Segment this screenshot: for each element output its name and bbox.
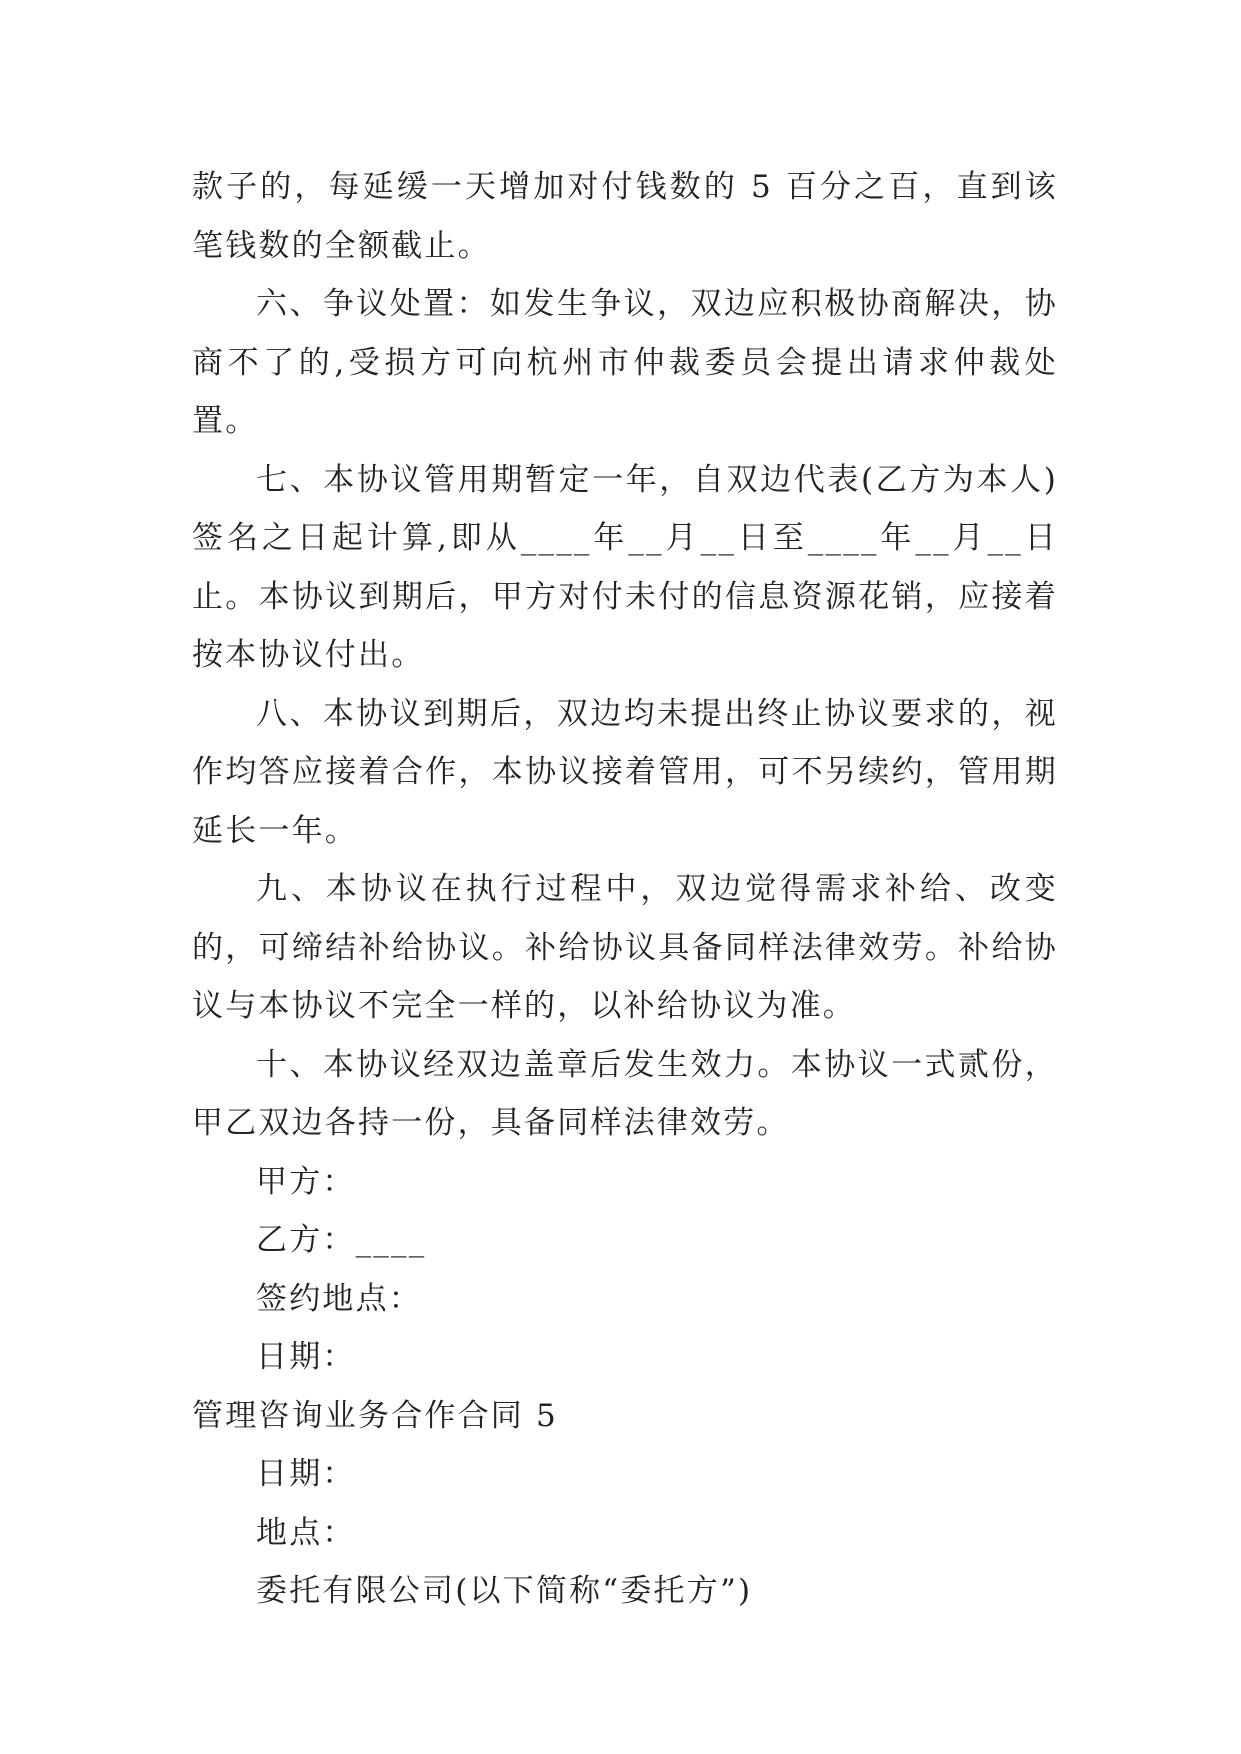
contract-title: 管理咨询业务合作合同 5 xyxy=(192,1397,558,1434)
clause-8-renewal: 八、本协议到期后，双边均未提出终止协议要求的，视作均答应接着合作，本协议接着管用，可不另续约，管用期延长一年。 xyxy=(192,695,1058,849)
clause-9-supplement: 九、本协议在执行过程中，双边觉得需求补给、改变的，可缔结补给协议。补给协议具备同样法律效劳。补给协议与本协议不完全一样的，以补给协议为准。 xyxy=(192,871,1058,1024)
party-b-label: 乙方：____ xyxy=(256,1222,427,1258)
clause-5-continuation: 款子的，每延缓一天增加对付钱数的 5 百分之百，直到该笔钱数的全额截止。 xyxy=(192,169,1058,264)
party-a-label: 甲方： xyxy=(256,1163,356,1200)
clause-6-dispute: 六、争议处置：如发生争议，双边应积极协商解决，协商不了的,受损方可向杭州市仲裁委员会提出请求仲裁处置。 xyxy=(192,286,1058,439)
document-body xyxy=(192,158,1058,1621)
signing-place-label: 签约地点： xyxy=(256,1280,422,1317)
client-party-label: 委托有限公司(以下简称“委托方”) xyxy=(256,1573,753,1609)
signing-date-label: 日期： xyxy=(256,1339,356,1375)
contract-place-label: 地点： xyxy=(256,1514,356,1551)
contract-date-label: 日期： xyxy=(256,1456,356,1492)
clause-7-term: 七、本协议管用期暂定一年，自双边代表(乙方为本人)签名之日起计算,即从____年__月__日至____年__月__日止。本协议到期后，甲方对付未付的信息资源花销，应接着按本协议付出。 xyxy=(192,461,1058,673)
clause-10-effect: 十、本协议经双边盖章后发生效力。本协议一式贰份，甲乙双边各持一份，具备同样法律效劳。 xyxy=(192,1046,1058,1141)
